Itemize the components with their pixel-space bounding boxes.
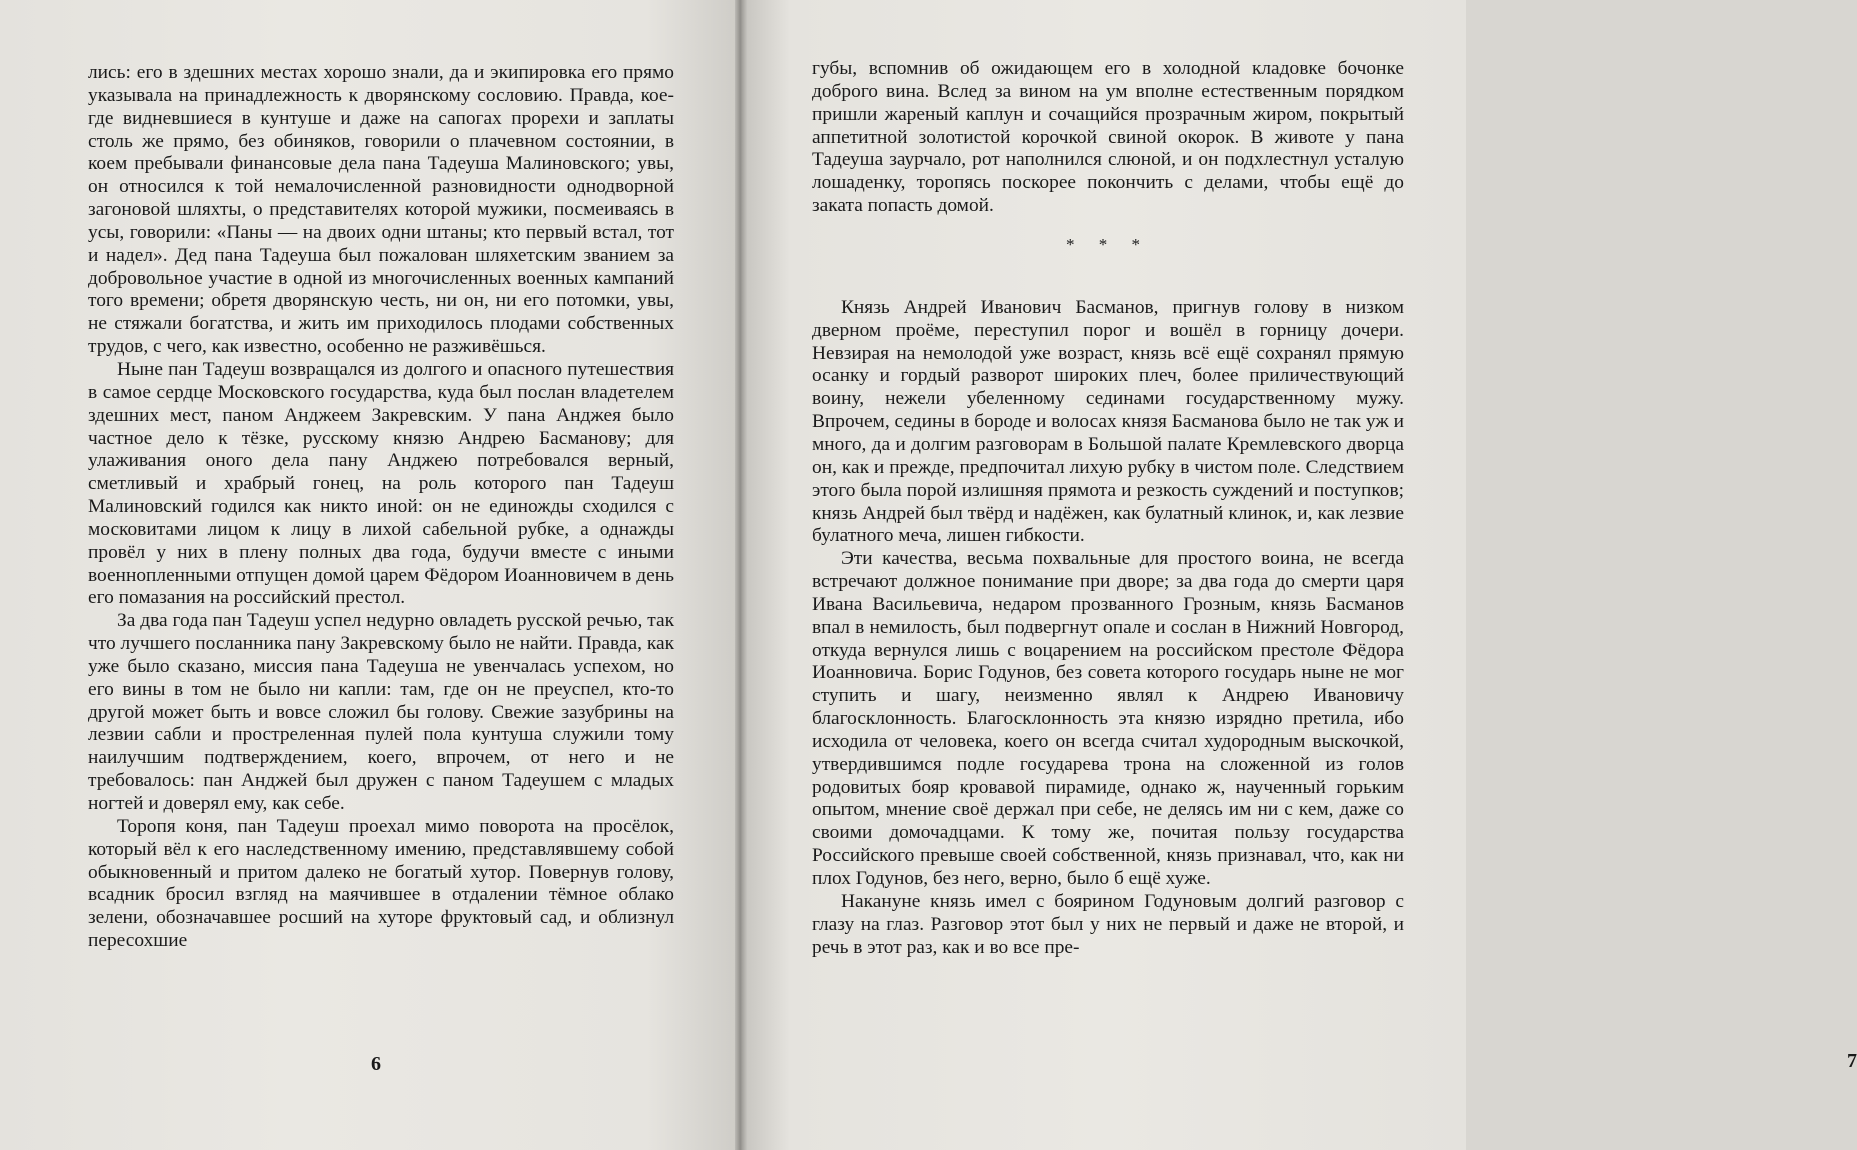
paragraph: Торопя коня, пан Тадеуш проехал мимо поворота на просёлок, который вёл к его наследственному имению, представлявшему собой обыкновенный и притом далеко не богатый хутор. Повернув голову, всадник бросил взгляд на маячившее в отдалении тёмное облако зелени, обозначавшее росший на хуторе фруктовый сад, и облизнул пересохшие (88, 815, 674, 952)
paragraph: Накануне князь имел с боярином Годуновым долгий разговор с глазу на глаз. Разговор этот был у них не первый и даже не второй, и речь в этот раз, как и во все пре- (812, 890, 1404, 958)
left-page (0, 0, 735, 1150)
right-page-text (812, 58, 1404, 959)
paragraph: Князь Андрей Иванович Басманов, пригнув голову в низком дверном проёме, переступил порог и вошёл в горницу дочери. Невзирая на немолодой уже возраст, князь всё ещё сохранял прямую осанку и гордый разворот широких плеч, более приличествующий воину, нежели убеленному сединами государственному мужу. Впрочем, седины в бороде и волосах князя Басманова было не так уж и много, да и долгим разговорам в Большой палате Кремлевского дворца он, как и прежде, предпочитал лихую рубку в чистом поле. Следствием этого была порой излишняя прямота и резкость суждений и поступков; князь Андрей был твёрд и надёжен, как булатный клинок, и, как лезвие булатного меча, лишен гибкости. (812, 296, 1404, 547)
book-gutter (735, 0, 747, 1150)
left-page-text (88, 62, 674, 953)
page-number: 7 (1847, 1050, 1857, 1072)
paragraph: Ныне пан Тадеуш возвращался из долгого и опасного путешествия в самое сердце Московского государства, куда был послан владетелем здешних мест, паном Анджеем Закревским. У пана Анджея было частное дело к тёзке, русскому князю Андрею Басманову; для улаживания оного дела пану Анджею потребовался верный, сметливый и храбрый гонец, на роль которого пан Тадеуш Малиновский годился как никто иной: он не единожды сходился с московитами лицом к лицу в лихой сабельной рубке, а однажды провёл у них в плену полных два года, будучи вместе с иными военнопленными отпущен домой царем Фёдором Иоанновичем в день его помазания на российский престол. (88, 358, 674, 609)
paragraph: губы, вспомнив об ожидающем его в холодной кладовке бочонке доброго вина. Вслед за вином на ум вполне естественным порядком пришли жареный каплун и сочащийся прозрачным жиром, покрытый аппетитной золотистой корочкой свиной окорок. В животе у пана Тадеуша заурчало, рот наполнился слюной, и он подхлестнул усталую лошаденку, торопясь поскорее покончить с делами, чтобы ещё до заката попасть домой. (812, 58, 1404, 217)
paragraph: За два года пан Тадеуш успел недурно овладеть русской речью, так что лучшего посланника пану Закревскому было не найти. Правда, как уже было сказано, миссия пана Тадеуша не увенчалась успехом, но его вины в том не было ни капли: там, где он не преуспел, кто-то другой может быть и вовсе сложил бы голову. Свежие зазубрины на лезвии сабли и простреленная пулей пола кунтуша служили тому наилучшим подтверждением, коего, впрочем, от него и не требовалось: пан Анджей был дружен с паном Тадеушем с младых ногтей и доверял ему, как себе. (88, 610, 674, 814)
section-separator: * * * (1066, 234, 1150, 254)
paragraph: Эти качества, весьма похвальные для простого воина, не всегда встречают должное понимание при дворе; за два года до смерти царя Ивана Васильевича, недаром прозванного Грозным, князь Басманов впал в немилость, был подвергнут опале и сослан в Нижний Новгород, откуда вернулся лишь с воцарением на российском престоле Фёдора Иоанновича. Борис Годунов, без совета которого государь ныне не мог ступить и шагу, неизменно являл к Андрею Ивановичу благосклонность. Благосклонность эта князю изрядно претила, ибо исходила от человека, коего он всегда считал худородным выскочкой, утвердившимся подле государева трона на сложенной из голов родовитых бояр кровавой пирамиде, однако ж, наученный горьким опытом, мнение своё держал при себе, не делясь им ни с кем, даже со своими домочадцами. К тому же, почитая пользу государства Российского превыше своей собственной, князь признавал, что, как ни плох Годунов, без него, верно, было б ещё хуже. (812, 548, 1404, 889)
page-number: 6 (371, 1053, 381, 1075)
paragraph: лись: его в здешних местах хорошо знали, да и экипировка его прямо указывала на принадлежность к дворянскому сословию. Правда, кое-где видневшиеся в кунтуше и даже на сапогах прорехи и заплаты столь же прямо, без обиняков, говорили о плачевном состоянии, в коем пребывали финансовые дела пана Тадеуша Малиновского; увы, он относился к той немалочисленной разновидности однодворной загоновой шляхты, о представителях которой мужики, посмеиваясь в усы, говорили: «Паны — на двоих одни штаны; кто первый встал, тот и надел». Дед пана Тадеуша был пожалован шляхетским званием за добровольное участие в одной из многочисленных военных кампаний того времени; обретя дворянскую честь, ни он, ни его потомки, увы, не стяжали богатства, и жить им приходилось плодами собственных трудов, с чего, как известно, особенно не разживёшься. (88, 62, 674, 358)
